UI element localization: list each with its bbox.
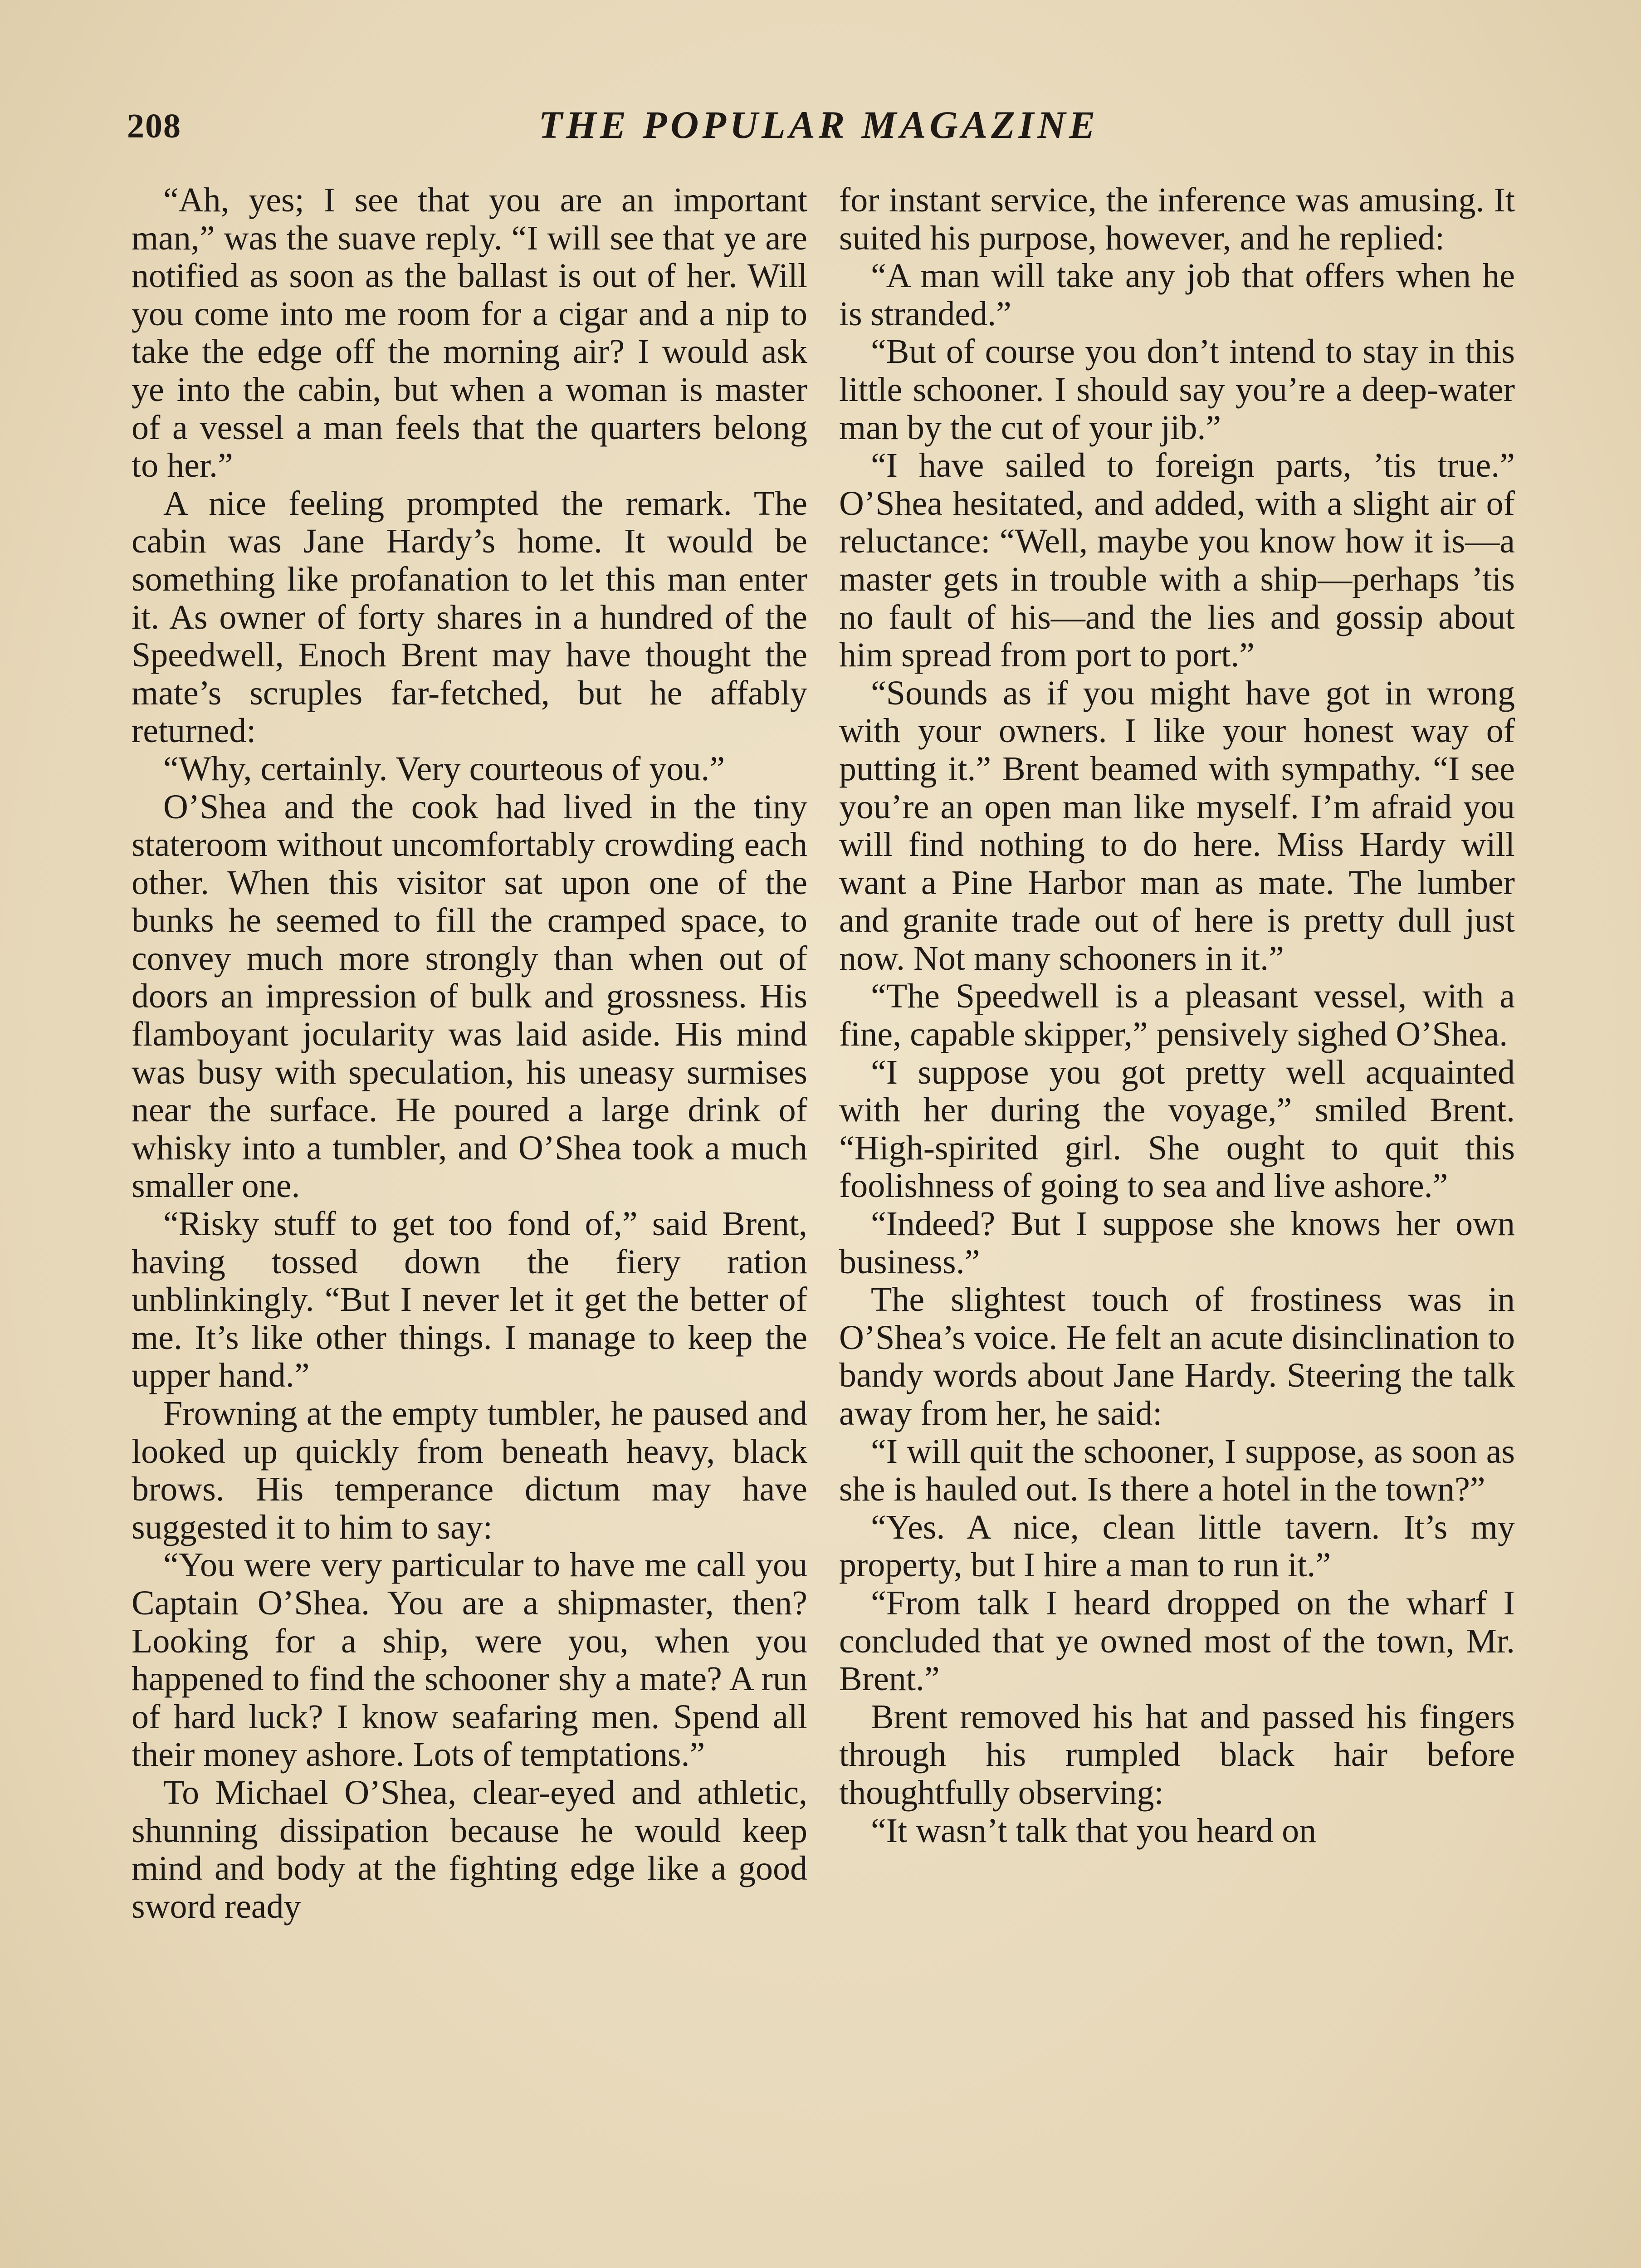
paragraph: “Why, certainly. Very courteous of you.” xyxy=(163,749,725,788)
paragraph: Brent removed his hat and passed his fingers through his rumpled black hair before thoughtfully observing: xyxy=(839,1697,1515,1812)
paragraph: O’Shea and the cook had lived in the tiny stateroom without uncomfortably crowding each other. When this visitor sat upon one of the bunks he seemed to fill the cramped space, to convey much more strongly than when out of doors an impression of bulk and grossness. His flamboyant jocularity was laid aside. His mind was busy with speculation, his uneasy surmises near the surface. He poured a large drink of whisky into a tumbler, and O’Shea took a much smaller one. xyxy=(132,787,807,1205)
page-number: 208 xyxy=(127,107,181,145)
paragraph: “From talk I heard dropped on the wharf I concluded that ye owned most of the town, Mr. Brent.” xyxy=(839,1584,1515,1698)
paragraph: “The Speedwell is a pleasant vessel, with a fine, capable skipper,” pensively sighed O’Shea. xyxy=(839,977,1515,1054)
paragraph: A nice feeling prompted the remark. The cabin was Jane Hardy’s home. It would be something like profanation to let this man enter it. As owner of forty shares in a hundred of the Speedwell, Enoch Brent may have thought the mate’s scruples far-fetched, but he affably returned: xyxy=(132,484,807,750)
paragraph: “I will quit the schooner, I suppose, as soon as she is hauled out. Is there a hotel in the town?” xyxy=(839,1432,1515,1509)
paragraph-continued: for instant service, the inference was amusing. It suited his purpose, however, and he replied: xyxy=(839,181,1515,257)
paragraph: Frowning at the empty tumbler, he paused and looked up quickly from beneath heavy, black brows. His temperance dictum may have suggested it to him to say: xyxy=(132,1394,807,1546)
right-column xyxy=(839,181,1515,1850)
paragraph: “Ah, yes; I see that you are an important man,” was the suave reply. “I will see that ye are notified as soon as the ballast is out of her. Will you come into me room for a cigar and a nip to take the edge off the morning air? I would ask ye into the cabin, but when a woman is master of a vessel a man feels that the quarters belong to her.” xyxy=(132,181,807,485)
paragraph: To Michael O’Shea, clear-eyed and athletic, shunning dissipation because he would keep mind and body at the fighting edge like a good sword ready xyxy=(132,1773,807,1926)
paragraph: The slightest touch of frostiness was in O’Shea’s voice. He felt an acute disinclination to bandy words about Jane Hardy. Steering the talk away from her, he said: xyxy=(839,1281,1515,1432)
paragraph: “A man will take any job that offers when he is stranded.” xyxy=(839,257,1515,333)
paragraph: “You were very particular to have me call you Captain O’Shea. You are a shipmaster, then? Looking for a ship, were you, when you happened to find the schooner shy a mate? A run of hard luck? I know seafaring men. Spend all their money ashore. Lots of temptations.” xyxy=(132,1546,807,1774)
paragraph: “Yes. A nice, clean little tavern. It’s my property, but I hire a man to run it.” xyxy=(839,1508,1515,1584)
running-title: THE POPULAR MAGAZINE xyxy=(538,103,1099,147)
paragraph: “Sounds as if you might have got in wrong with your owners. I like your honest way of putting it.” Brent beamed with sympathy. “I see you’re an open man like myself. I’m afraid you will find nothing to do here. Miss Hardy will want a Pine Harbor man as mate. The lumber and granite trade out of here is pretty dull just now. Not many schooners in it.” xyxy=(839,674,1515,978)
paragraph: “Indeed? But I suppose she knows her own business.” xyxy=(839,1205,1515,1281)
paragraph: “But of course you don’t intend to stay in this little schooner. I should say you’re a deep-water man by the cut of your jib.” xyxy=(839,332,1515,447)
left-column xyxy=(132,181,807,1926)
paragraph: “Risky stuff to get too fond of,” said Brent, having tossed down the fiery ration unblinkingly. “But I never let it get the better of me. It’s like other things. I manage to keep the upper hand.” xyxy=(132,1205,807,1395)
page-header xyxy=(122,98,1515,156)
paragraph: “It wasn’t talk that you heard on xyxy=(871,1811,1317,1850)
paragraph: “I suppose you got pretty well acquainted with her during the voyage,” smiled Brent. “High-spirited girl. She ought to quit this foolishness of going to sea and live ashore.” xyxy=(839,1053,1515,1205)
paragraph: “I have sailed to foreign parts, ’tis true.” O’Shea hesitated, and added, with a slight air of reluctance: “Well, maybe you know how it is—a master gets in trouble with a ship—perhaps ’tis no fault of his—and the lies and gossip about him spread from port to port.” xyxy=(839,446,1515,675)
